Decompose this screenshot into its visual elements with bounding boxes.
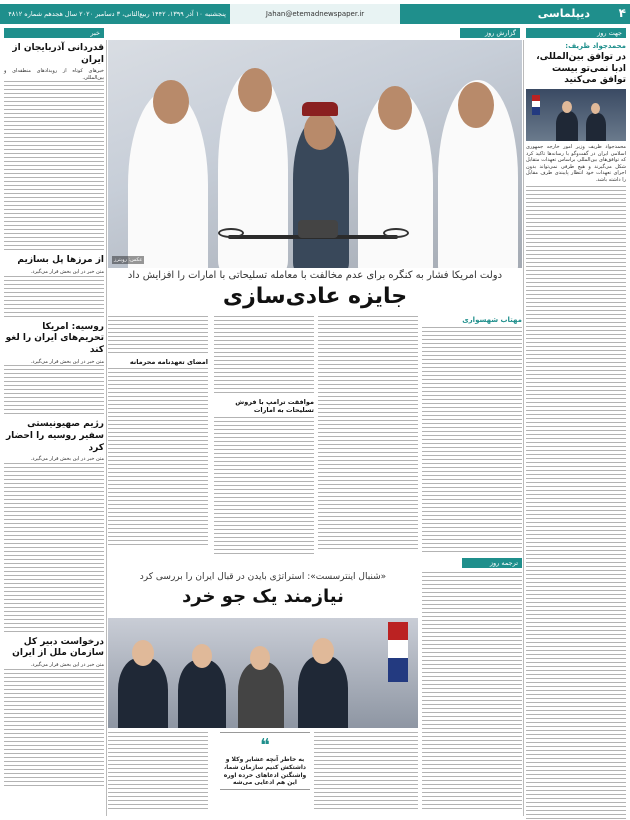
left-story-3-body: متن خبر در این بخش قرار می‌گیرد. <box>30 358 104 365</box>
left-story-3-headline: روسیه: امریکا تحریم‌های ایران را لغو کند <box>5 321 104 355</box>
main-subhead: دولت امریکا فشار به کنگره برای عدم مخالفت با معامله تسلیحاتی با امارات را افزایش داد <box>127 270 503 281</box>
bottom-col-c <box>108 732 208 812</box>
left-story-1-body: خبرهای کوتاه از رویدادهای منطقه‌ای و بین‌المللی. <box>4 68 104 81</box>
quote-text: به خاطر آنچه عشایر وکلا و داشتکش کنیم سازمان شما، واشنگتن ادعاهای خرده اوره این هم ادعایی می‌شه <box>223 756 307 787</box>
face-shape <box>304 112 336 150</box>
flag-shape <box>388 622 408 682</box>
left-story-4-headline: رژیم صهیونیستی سفیر روسیه را احضار کرد <box>5 419 104 453</box>
face-shape <box>312 638 334 664</box>
face-shape <box>238 68 272 112</box>
quote-icon: ❝ <box>260 735 270 756</box>
face-shape <box>591 103 600 114</box>
left-story-5-body: متن خبر در این بخش قرار می‌گیرد. <box>30 662 104 669</box>
face-shape <box>153 80 189 124</box>
article-col-2-block <box>318 316 418 551</box>
flag-shape <box>532 95 540 115</box>
left-column <box>4 40 104 816</box>
bottom-col-a <box>314 732 418 812</box>
strip-bottom-label: ترجمه روز <box>489 559 518 567</box>
left-story-4-filler <box>4 463 104 633</box>
left-story-5-filler <box>4 669 104 789</box>
right-kicker: محمدجواد ظریف: <box>565 42 626 50</box>
left-story-2-filler <box>4 276 104 318</box>
strip-right <box>526 28 626 38</box>
drone-rotor <box>218 228 244 238</box>
byline-block <box>422 316 522 552</box>
left-story-2-headline: از مرزها پل بسازیم <box>17 255 104 266</box>
bottom-subhead: «شنبال اینترسست»: استراتژی بایدن در قبال ایران را بررسی کرد <box>139 572 387 582</box>
byline: مهتاب شهسواری <box>462 316 522 324</box>
bottom-col-c-filler <box>108 732 208 812</box>
face-shape <box>250 646 270 670</box>
article-col-4-block <box>108 316 208 548</box>
right-headline: در توافق بین‌المللی، ادبا نمی‌تو بیست توافق می‌کنید <box>536 52 626 86</box>
face-shape <box>562 101 572 113</box>
bottom-col-a-filler <box>314 732 418 812</box>
main-photo <box>108 40 522 268</box>
bottom-right-text <box>422 572 522 812</box>
right-column <box>526 40 626 816</box>
article-col-4a <box>108 316 208 356</box>
pull-quote <box>220 732 310 790</box>
main-headline: جایزه عادی‌سازی <box>222 284 408 309</box>
face-shape <box>132 640 154 666</box>
article-col-3a <box>214 316 314 396</box>
drone-body <box>298 220 338 238</box>
right-text-filler <box>526 186 626 820</box>
photo-caption: عکس: رویترز <box>114 257 143 263</box>
strip-left-label: خبر <box>90 29 100 37</box>
article-col-3-block <box>214 316 314 557</box>
column-divider-right <box>523 40 524 816</box>
section-title: دیپلماسی <box>537 7 590 20</box>
right-photo <box>526 89 626 141</box>
bottom-headline: نیازمند یک جو خرد <box>182 586 344 607</box>
header-date-bar <box>0 4 230 24</box>
header-email[interactable]: Jahan@etemadnewspaper.ir <box>265 10 365 18</box>
bottom-right-filler <box>422 572 522 812</box>
left-story-1-filler <box>4 81 104 251</box>
left-story-2-body: متن خبر در این بخش قرار می‌گیرد. <box>30 269 104 276</box>
left-story-1-headline: قدردانی آذربایجان از ایران <box>12 43 104 65</box>
left-story-5-headline: درخواست دبیر کل سازمان ملل از ایران <box>12 636 104 659</box>
header-date: پنجشنبه ۱۰ آذر ۱۳۹۹، ۱۴۴۲ ربیع‌الثانی، ۳ دسامبر ۲۰۲۰ سال هجدهم شماره ۴۸۱۲ <box>8 10 226 18</box>
article-col-4b <box>108 368 208 548</box>
bottom-photo <box>108 618 418 728</box>
beret-shape <box>302 102 338 116</box>
main-column <box>108 40 522 816</box>
subheading-1: موافقت ترامپ با فروش تسلیحات به امارات <box>235 398 314 415</box>
page-number: ۴ <box>618 6 626 20</box>
right-body-text: محمدجواد ظریف وزیر امور خارجه جمهوری اسلامی ایران در گفت‌وگو با رسانه‌ها تاکید کرد که توافق‌های بین‌المللی براساس تعهدات متقابل شکل می‌گیرند و هیچ طرفی نمی‌تواند بدون اجرای تعهدات خود انتظار پایبندی طرف مقابل را داشته باشد. <box>526 144 626 183</box>
article-col-1 <box>422 327 522 552</box>
person-shape <box>556 111 578 141</box>
person-shape <box>298 656 348 728</box>
column-divider-left <box>106 40 107 816</box>
strip-right-label: جهت روز <box>597 29 622 37</box>
header-email-bar <box>230 4 400 24</box>
subheading-2: امضای تعهدنامه محرمانه <box>129 358 208 366</box>
strip-center <box>460 28 520 38</box>
person-shape <box>118 658 168 728</box>
drone-rotor <box>383 228 409 238</box>
face-shape <box>378 86 412 130</box>
face-shape <box>192 644 212 668</box>
article-col-2 <box>318 316 418 551</box>
face-shape <box>458 82 494 128</box>
left-story-3-filler <box>4 365 104 415</box>
person-shape <box>178 660 226 728</box>
person-shape <box>238 662 284 728</box>
person-shape <box>586 113 606 141</box>
strip-center-label: گزارش روز <box>484 29 516 37</box>
header-section-bar <box>400 4 630 24</box>
article-col-3b <box>214 417 314 557</box>
strip-bottom-center <box>462 558 522 568</box>
strip-left <box>4 28 104 38</box>
left-story-4-body: متن خبر در این بخش قرار می‌گیرد. <box>30 456 104 463</box>
